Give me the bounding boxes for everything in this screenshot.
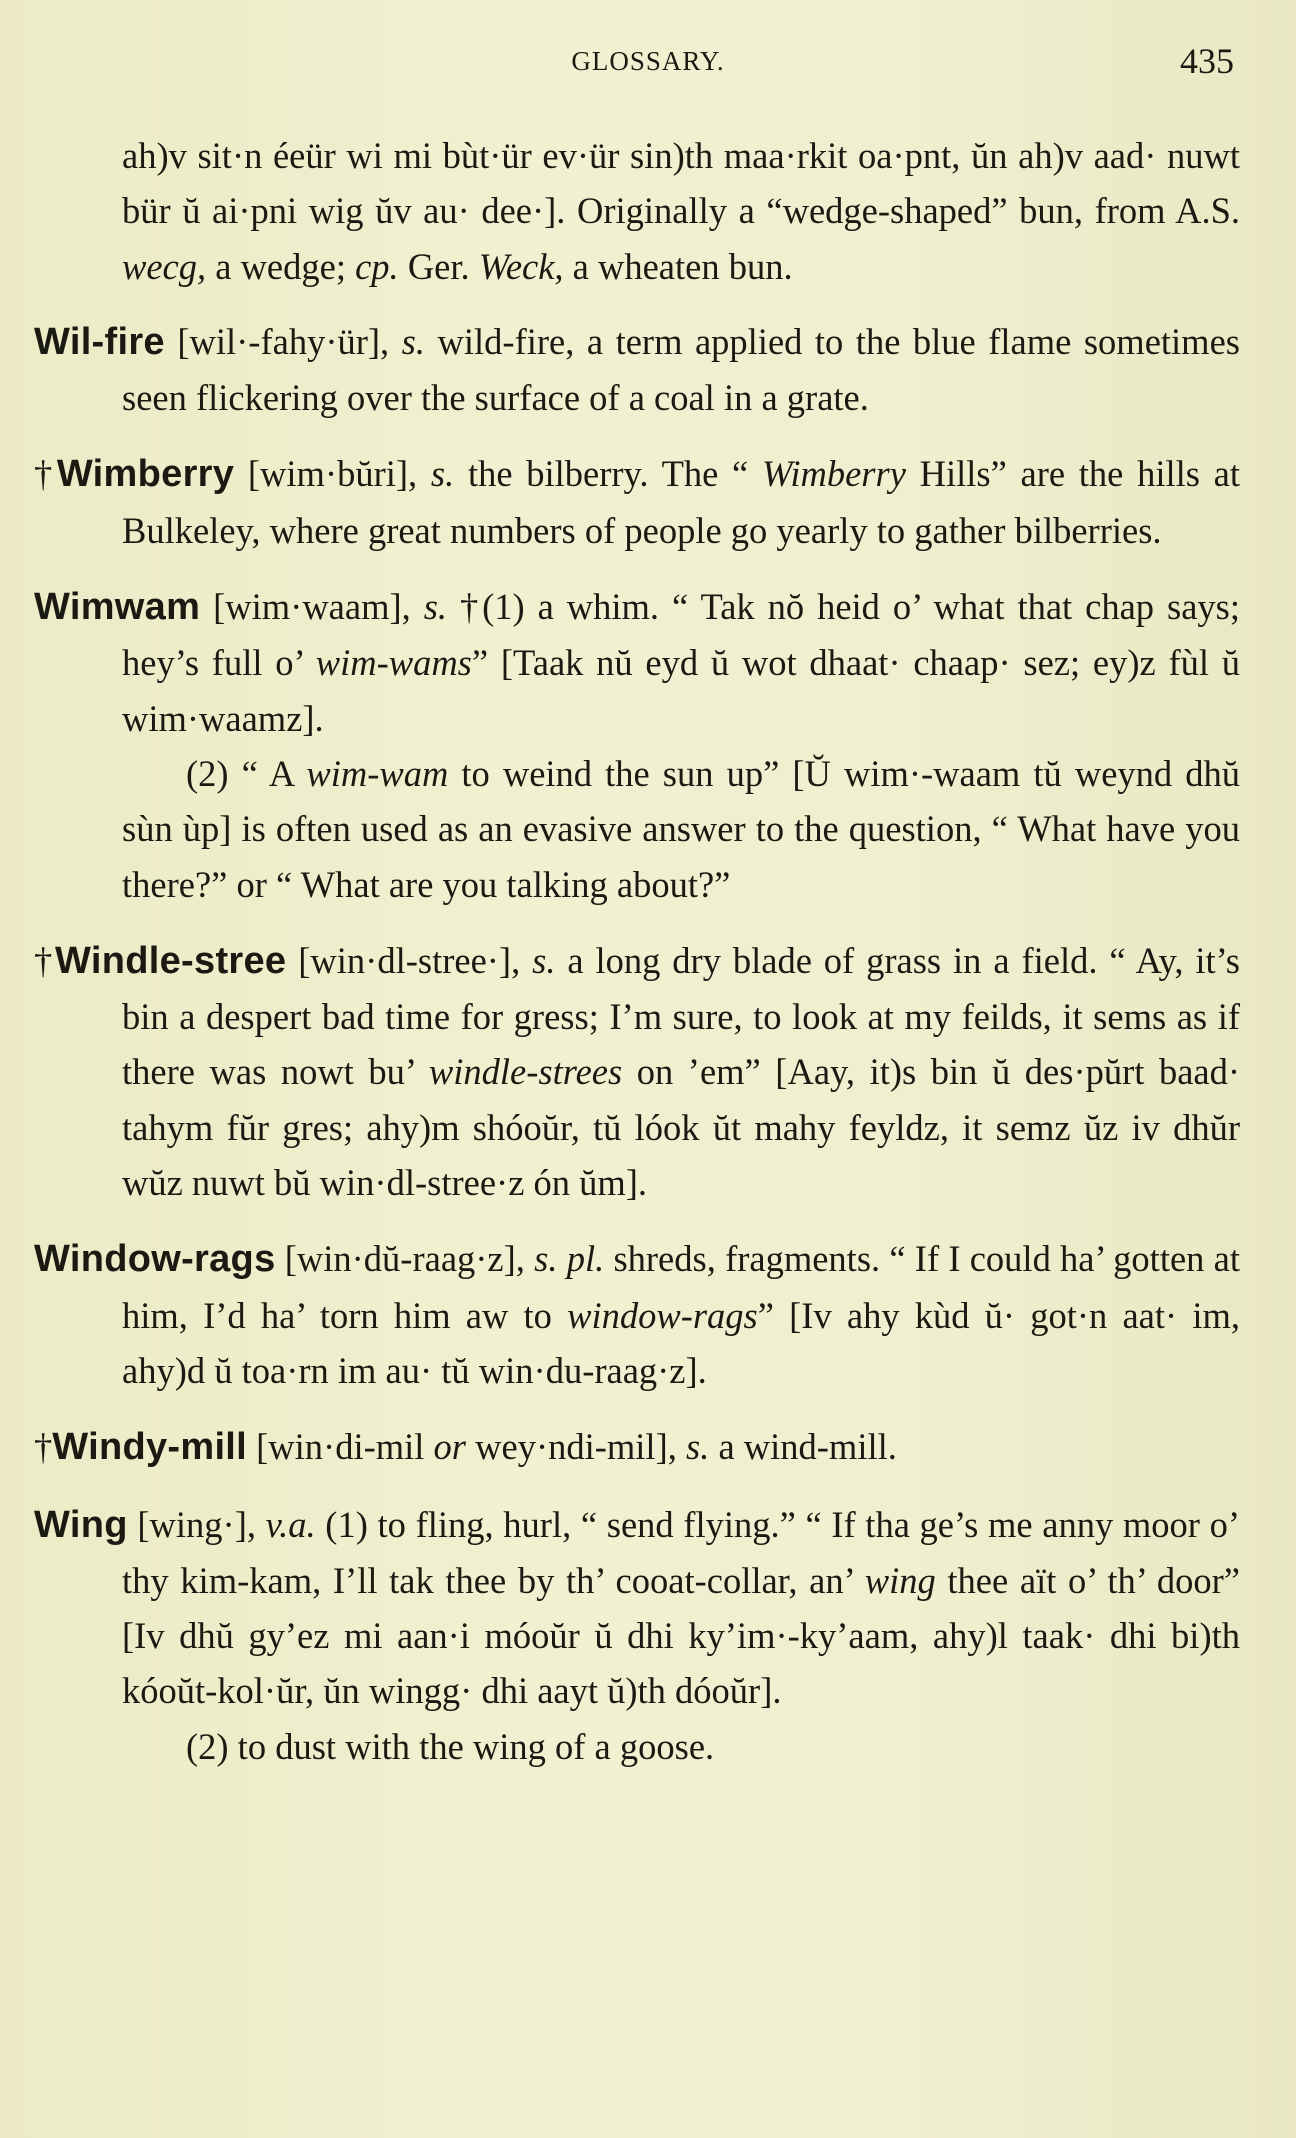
headword: Window-rags [34,1238,276,1281]
page-number: 435 [1180,41,1234,81]
dagger-mark: † [34,1426,53,1468]
entry-window-rags: Window-rags [win·dŭ-raag·z], s. pl. shreds, fragments. “ If I could ha’ gotten at him, I’d ha’ torn him aw to window-rags” [Iv ahy kùd ŭ· got·n aat· im, ahy)d ŭ toa·rn im au· tŭ win·du-raag·z]. [34,1238,1240,1391]
glossary-text [34,128,1240,1774]
headword: Wimwam [34,586,201,629]
entry-wimwam: Wimwam [wim·waam], s. †(1) a whim. “ Tak nŏ heid o’ what that chap says; hey’s full o’ wim-wams” [Taak nŭ eyd ŭ wot dhaat· chaap· sez; ey)z fùl ŭ wim·waamz]. [34,586,1240,739]
running-title: GLOSSARY. [571,46,725,76]
headword: Wil-fire [34,320,165,363]
headword: Windy-mill [52,1426,248,1469]
entry-wimwam-sense-2: (2) “ A wim-wam to weind the sun up” [Ŭ wim·-waam tŭ weynd dhŭ sùn ùp] is often used as an evasive answer to the question, “ What have you there?” or “ What are you talking about?” [122,752,1241,905]
entry-wing-sense-2: (2) to dust with the wing of a goose. [186,1725,715,1767]
entry-windy-mill: †Windy-mill [win·di-mil or wey·ndi-mil], s. a wind-mill. [34,1426,897,1469]
entry-wil-fire: Wil-fire [wil·-fahy·ür], s. wild-fire, a term applied to the blue flame sometimes seen flickering over the surface of a coal in a grate. [34,320,1240,419]
dagger-mark: † [34,939,56,981]
headword: Windle-stree [55,939,287,982]
entry-windle-stree: †Windle-stree [win·dl-stree·], s. a long dry blade of grass in a field. “ Ay, it’s bin a despert bad time for gress; I’m sure, to look at my feilds, it sems as if there was nowt bu’ windle-strees on ’em” [Aay, it)s bin ŭ des·pŭrt baad· tahym fŭr gres; ahy)m shóoŭr, tŭ lóok ŭt mahy feyldz, it semz ŭz iv dhŭr wŭz nuwt bŭ win·dl-stree·z ón ŭm]. [34,939,1241,1204]
headword: Wimberry [56,453,235,496]
entry-wimberry: †Wimberry [wim·bŭri], s. the bilberry. The “ Wimberry Hills” are the hills at Bulkeley, where great numbers of people go yearly to gather bilberries. [34,453,1240,551]
dagger-mark: † [34,453,57,495]
entry-wing: Wing [wing·], v.a. (1) to fling, hurl, “ send flying.” “ If tha ge’s me anny moor o’ thy kim-kam, I’ll tak thee by th’ cooat-collar, an’ wing thee aït o’ th’ door” [Iv dhŭ gy’ez mi aan·i móoŭr ŭ dhi ky’im·-ky’aam, ahy)l taak· dhi bi)th kóoŭt-kol·ŭr, ŭn wingg· dhi aayt ŭ)th dóoŭr]. [34,1503,1240,1712]
entry-continuation: ah)v sit·n éeür wi mi bùt·ür ev·ür sin)th maa·rkit oa·pnt, ŭn ah)v aad· nuwt bür ŭ ai·pni wig ŭv au· dee·]. Originally a “wedge-shaped” bun, from A.S. wecg, a wedge; cp. Ger. Weck, a wheaten bun. [122,135,1240,287]
headword: Wing [34,1503,128,1546]
page-header [0,38,1296,88]
